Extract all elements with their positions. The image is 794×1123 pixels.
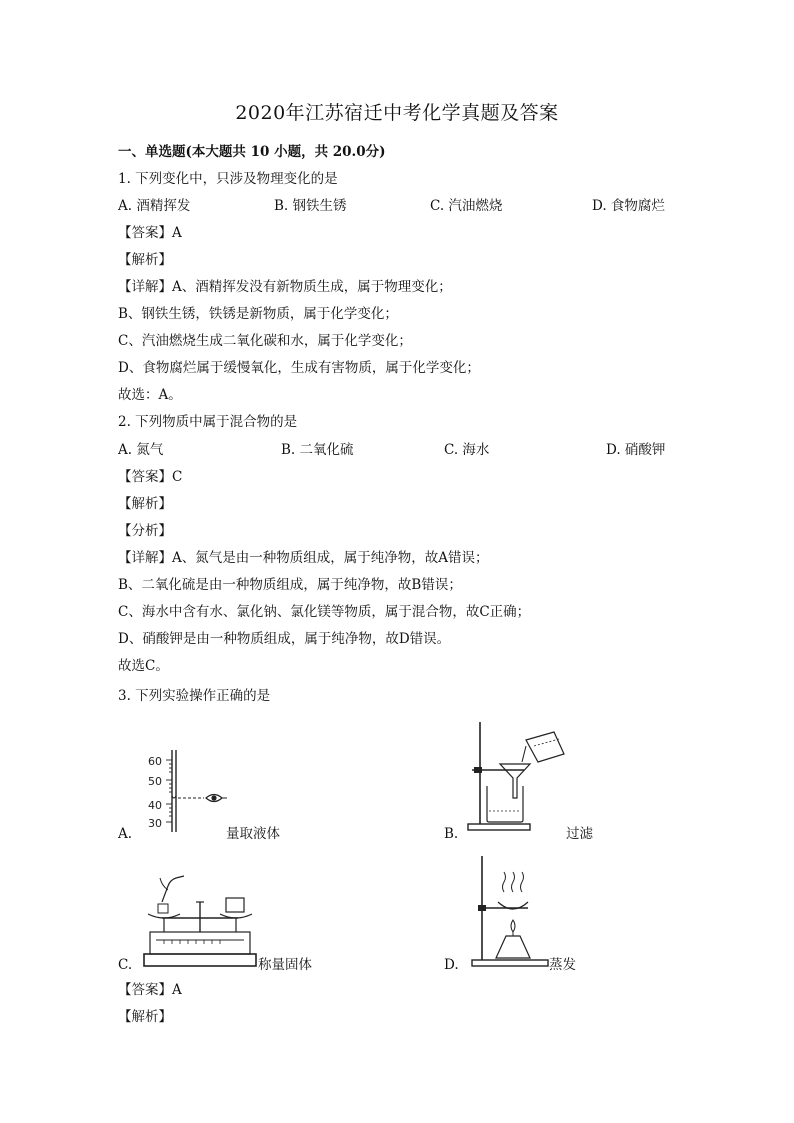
q1-analysis-label: 【解析】	[118, 252, 172, 268]
cylinder-tick-label: 50	[148, 775, 162, 788]
evaporation-figure	[470, 852, 550, 970]
q3-option-d-caption: 蒸发	[549, 957, 576, 973]
q2-detail-line: D、硝酸钾是由一种物质组成，属于纯净物，故D错误。	[118, 631, 451, 647]
q2-analysis-label: 【解析】	[118, 496, 172, 512]
q2-fenxi-label: 【分析】	[118, 523, 172, 539]
q3-option-b-caption: 过滤	[566, 826, 593, 842]
q3-option-b-letter: B.	[444, 826, 459, 842]
q3-option-c-caption: 称量固体	[258, 957, 312, 973]
q2-answer: 【答案】C	[118, 469, 183, 485]
q1-option-d: D. 食物腐烂	[592, 198, 665, 214]
q1-detail-line: B、钢铁生锈，铁锈是新物质，属于化学变化；	[118, 306, 398, 322]
q3-stem: 3. 下列实验操作正确的是	[118, 688, 271, 704]
section-heading: 一、单选题(本大题共 10 小题，共 20.0分)	[118, 144, 386, 160]
q1-detail-line: D、食物腐烂属于缓慢氧化，生成有害物质，属于化学变化；	[118, 360, 480, 376]
q2-detail-line: C、海水中含有水、氯化钠、氯化镁等物质，属于混合物，故C正确；	[118, 604, 531, 620]
q1-option-a: A. 酒精挥发	[118, 198, 191, 214]
q1-option-b: B. 钢铁生锈	[274, 198, 347, 214]
q2-stem: 2. 下列物质中属于混合物的是	[118, 414, 298, 430]
q2-detail-line: B、二氧化硫是由一种物质组成，属于纯净物，故B错误；	[118, 577, 462, 593]
page-title: 2020年江苏宿迁中考化学真题及答案	[235, 102, 559, 124]
q1-option-c: C. 汽油燃烧	[430, 198, 503, 214]
q2-detail-line: 【详解】A、氮气是由一种物质组成，属于纯净物，故A错误；	[118, 550, 489, 566]
filtration-figure	[462, 716, 572, 834]
q3-option-c-letter: C.	[118, 957, 133, 973]
q2-option-d: D. 硝酸钾	[606, 442, 666, 458]
q1-stem: 1. 下列变化中，只涉及物理变化的是	[118, 171, 338, 187]
cylinder-tick-label: 30	[148, 817, 162, 830]
balance-figure	[140, 866, 260, 970]
graduated-cylinder-figure	[138, 748, 233, 836]
q3-analysis-label: 【解析】	[118, 1009, 172, 1025]
cylinder-tick-label: 40	[148, 799, 162, 812]
q2-option-a: A. 氮气	[118, 442, 164, 458]
q1-conclusion: 故选：A。	[118, 387, 182, 403]
cylinder-tick-label: 60	[148, 755, 162, 768]
q2-conclusion: 故选C。	[118, 658, 169, 674]
q1-detail-line: C、汽油燃烧生成二氧化碳和水，属于化学变化；	[118, 333, 412, 349]
q1-detail-line: 【详解】A、酒精挥发没有新物质生成，属于物理变化；	[118, 279, 452, 295]
q3-option-a-caption: 量取液体	[226, 826, 280, 842]
q3-option-d-letter: D.	[444, 957, 459, 973]
q2-option-c: C. 海水	[444, 442, 490, 458]
q1-answer: 【答案】A	[118, 225, 182, 241]
q3-answer: 【答案】A	[118, 982, 182, 998]
q3-option-a-letter: A.	[118, 826, 133, 842]
q2-option-b: B. 二氧化硫	[281, 442, 354, 458]
